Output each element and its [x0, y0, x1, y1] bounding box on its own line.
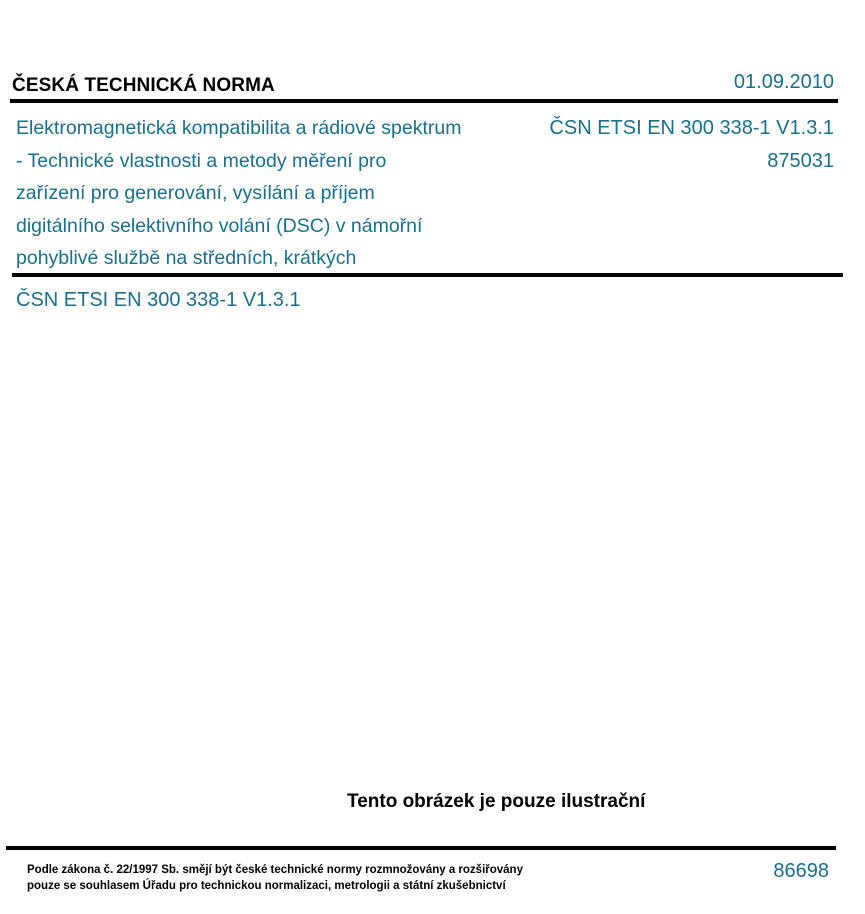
legal-line: Podle zákona č. 22/1997 Sb. smějí být české technické normy rozmnožovány a rozšiřovány	[27, 864, 523, 876]
subject-line: pohyblivé službě na středních, krátkých	[16, 247, 357, 269]
legal-notice	[27, 862, 523, 894]
header-divider	[10, 99, 838, 103]
standard-code: ČSN ETSI EN 300 338-1 V1.3.1	[549, 117, 834, 139]
subject-line: digitálního selektivního volání (DSC) v námořní	[16, 214, 423, 237]
subject-divider	[12, 273, 843, 277]
standard-code-label: ČSN ETSI EN 300 338-1 V1.3.1	[16, 289, 301, 311]
document-number: 86698	[773, 860, 829, 882]
illustration-notice: Tento obrázek je pouze ilustrační	[347, 791, 646, 812]
legal-line: pouze se souhlasem Úřadu pro technickou normalizaci, metrologii a státní zkušebnictví	[27, 880, 506, 892]
catalog-number: 875031	[767, 150, 834, 172]
subject-line: - Technické vlastnosti a metody měření pro	[16, 149, 387, 172]
publication-date: 01.09.2010	[733, 71, 834, 93]
standard-subject	[16, 112, 516, 275]
subject-line: zařízení pro generování, vysílání a příjem	[16, 182, 375, 204]
document-heading: ČESKÁ TECHNICKÁ NORMA	[12, 75, 275, 96]
subject-line: Elektromagnetická kompatibilita a rádiové spektrum	[16, 117, 462, 139]
footer-divider	[6, 846, 836, 850]
